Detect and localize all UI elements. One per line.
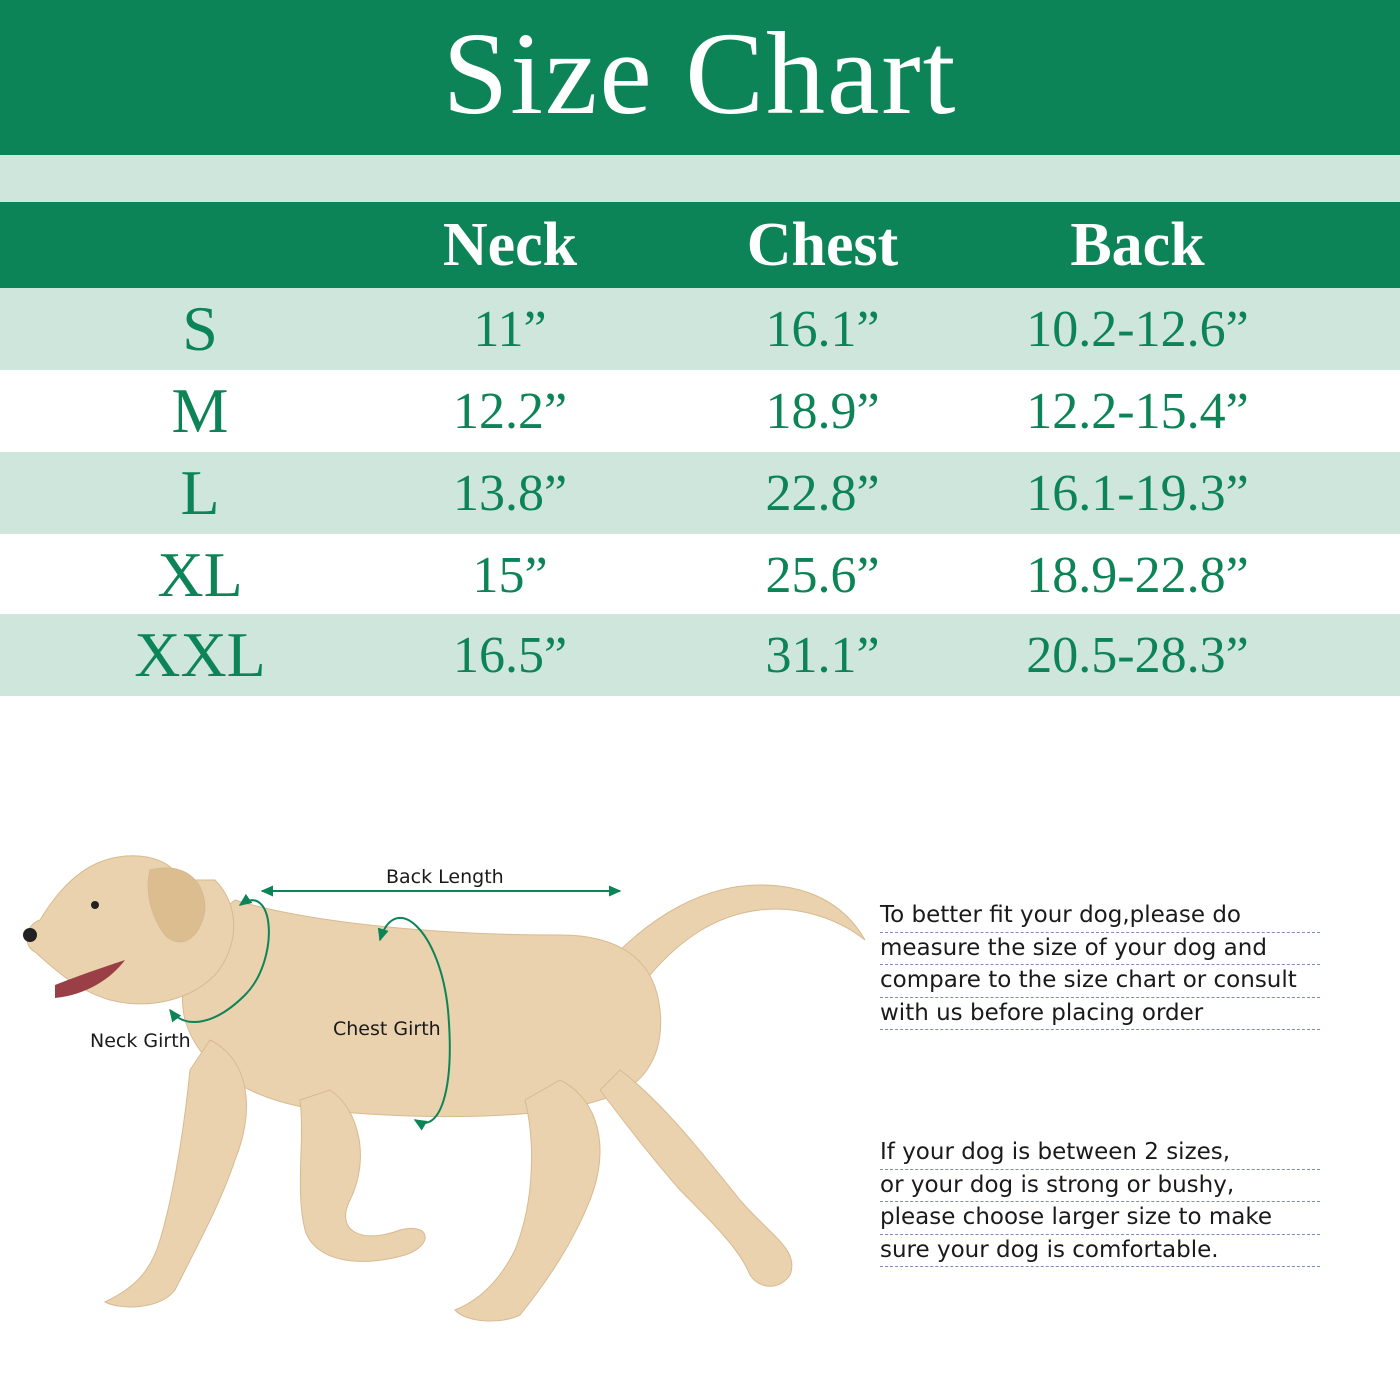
back-length-label: Back Length bbox=[386, 866, 504, 888]
table-row bbox=[0, 614, 1400, 696]
header-back: Back bbox=[1070, 210, 1205, 279]
table-row bbox=[0, 534, 1400, 616]
note-line: If your dog is between 2 sizes, bbox=[880, 1137, 1320, 1170]
note-line: sure your dog is comfortable. bbox=[880, 1235, 1320, 1268]
header-neck: Neck bbox=[442, 210, 578, 279]
back-cell: 10.2-12.6” bbox=[1026, 300, 1249, 358]
header-chest: Chest bbox=[746, 210, 899, 279]
fit-note bbox=[880, 900, 1320, 1030]
size-cell: XXL bbox=[134, 619, 266, 690]
chest-cell: 25.6” bbox=[765, 546, 880, 604]
back-cell: 16.1-19.3” bbox=[1026, 464, 1249, 522]
table-row bbox=[0, 288, 1400, 370]
dog-illustration bbox=[0, 820, 880, 1340]
back-cell: 12.2-15.4” bbox=[1026, 382, 1249, 440]
chest-cell: 18.9” bbox=[765, 382, 880, 440]
table-row bbox=[0, 452, 1400, 534]
note-line: please choose larger size to make bbox=[880, 1202, 1320, 1235]
note-line: or your dog is strong or bushy, bbox=[880, 1170, 1320, 1203]
size-cell: S bbox=[182, 293, 218, 364]
neck-cell: 15” bbox=[472, 546, 548, 604]
note-line: compare to the size chart or consult bbox=[880, 965, 1320, 998]
back-cell: 20.5-28.3” bbox=[1026, 626, 1249, 684]
note-line: To better fit your dog,please do bbox=[880, 900, 1320, 933]
title-banner bbox=[0, 0, 1400, 155]
size-cell: L bbox=[180, 457, 220, 528]
back-cell: 18.9-22.8” bbox=[1026, 546, 1249, 604]
chest-cell: 22.8” bbox=[765, 464, 880, 522]
chest-cell: 16.1” bbox=[765, 300, 880, 358]
neck-cell: 13.8” bbox=[452, 464, 568, 522]
neck-cell: 16.5” bbox=[452, 626, 568, 684]
size-cell: XL bbox=[157, 539, 243, 610]
divider-band bbox=[0, 155, 1400, 202]
table-row bbox=[0, 370, 1400, 452]
header-size bbox=[0, 202, 400, 288]
chest-cell: 31.1” bbox=[765, 626, 880, 684]
neck-cell: 11” bbox=[473, 300, 547, 358]
note-line: measure the size of your dog and bbox=[880, 933, 1320, 966]
chest-girth-label: Chest Girth bbox=[333, 1018, 441, 1040]
size-cell: M bbox=[171, 375, 229, 446]
note-line: with us before placing order bbox=[880, 998, 1320, 1031]
neck-cell: 12.2” bbox=[452, 382, 568, 440]
page-title: Size Chart bbox=[442, 7, 958, 139]
between-sizes-note bbox=[880, 1137, 1320, 1267]
table-header bbox=[0, 202, 1400, 288]
neck-girth-label: Neck Girth bbox=[90, 1030, 191, 1052]
